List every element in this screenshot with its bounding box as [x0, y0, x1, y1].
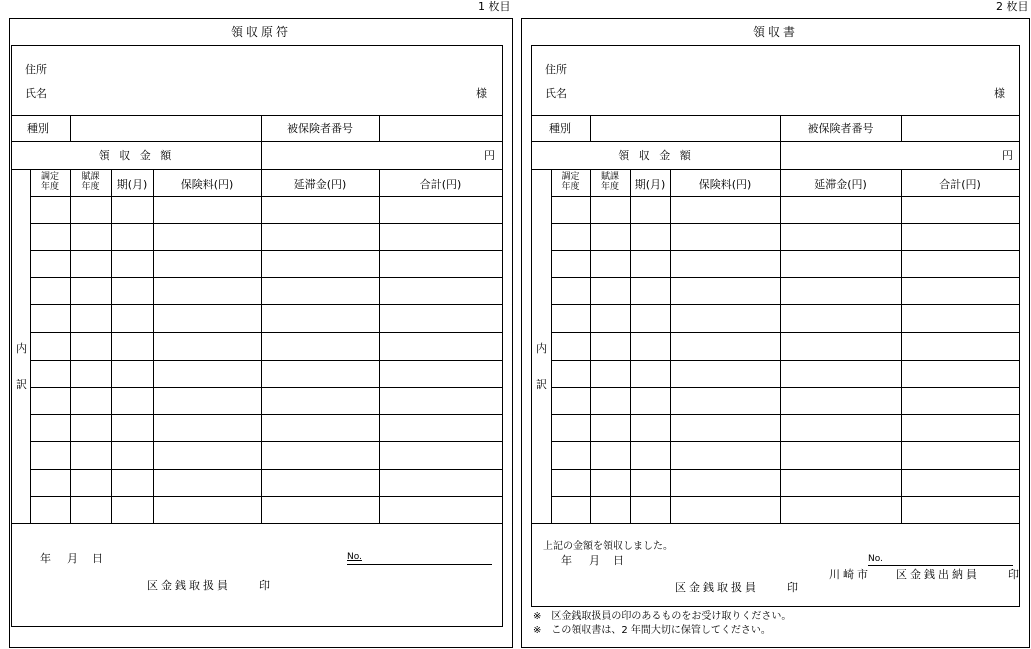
left-divider-1	[12, 115, 502, 116]
table-row-line	[30, 332, 502, 333]
right-city-label: 川崎市	[829, 568, 871, 581]
right-divider-2	[532, 141, 1019, 142]
right-uchiwake-2: 訳	[536, 378, 547, 391]
left-name-label: 氏名	[25, 87, 47, 100]
table-row-line	[30, 360, 502, 361]
left-col-gokei: 合計(円)	[419, 178, 462, 191]
table-row-line	[551, 414, 1019, 415]
table-row-line	[551, 496, 1019, 497]
right-col-ki: 期(月)	[634, 178, 666, 191]
right-form	[521, 18, 1030, 648]
table-row-line	[551, 304, 1019, 305]
left-col-chotei: 調定 年度	[40, 172, 59, 192]
right-yen-label: 円	[1002, 149, 1013, 162]
right-divider-4	[532, 523, 1019, 524]
right-date-nen: 年	[561, 554, 572, 567]
right-note-1: ※ 区金銭取扱員の印のあるものをお受け取りください。	[533, 611, 792, 622]
right-inner-form	[531, 45, 1020, 607]
table-row-line	[30, 304, 502, 305]
table-row-line	[30, 469, 502, 470]
table-row-line	[30, 250, 502, 251]
table-row-line	[30, 496, 502, 497]
left-form	[9, 18, 513, 648]
left-date-hi: 日	[92, 552, 103, 565]
table-row-line	[551, 250, 1019, 251]
right-note-2: ※ この領収書は、2 年間大切に保管してください。	[533, 625, 771, 636]
left-inner-form	[11, 45, 503, 627]
table-row-line	[30, 277, 502, 278]
right-no-line	[868, 565, 1013, 566]
left-col-entai: 延滞金(円)	[293, 178, 347, 191]
right-vline	[590, 115, 591, 141]
left-vline	[379, 115, 380, 141]
left-col-ki: 期(月)	[116, 178, 148, 191]
right-handler-label: 区金銭取扱員 印	[675, 581, 801, 594]
right-col-chotei: 調定 年度	[561, 172, 580, 192]
right-insured-label: 被保険者番号	[807, 122, 874, 135]
table-row-line	[551, 469, 1019, 470]
left-date-tsuki: 月	[67, 552, 78, 565]
left-vline	[70, 115, 71, 141]
left-divider-4	[12, 523, 502, 524]
right-received-text: 上記の金額を領収しました。	[543, 541, 673, 552]
left-no-line	[347, 564, 492, 565]
left-form-title: 領収原符	[230, 25, 291, 39]
table-row-line	[30, 223, 502, 224]
left-insured-label: 被保険者番号	[287, 122, 353, 135]
left-uchiwake-1: 内	[16, 342, 27, 355]
left-yen-label: 円	[484, 149, 495, 162]
right-sama-label: 様	[994, 87, 1005, 100]
right-name-label: 氏名	[545, 87, 567, 100]
right-date-hi: 日	[613, 554, 624, 567]
left-col-hoken: 保険料(円)	[180, 178, 234, 191]
right-divider-3	[532, 169, 1019, 170]
right-col-entai: 延滞金(円)	[814, 178, 867, 191]
right-uchiwake-1: 内	[536, 342, 547, 355]
right-date-tsuki: 月	[589, 554, 600, 567]
left-address-label: 住所	[25, 63, 47, 76]
left-date-nen: 年	[40, 552, 51, 565]
left-uchiwake-2: 訳	[16, 378, 27, 391]
right-vline	[901, 115, 902, 141]
left-col-fuka: 賦課 年度	[81, 172, 100, 192]
right-col-hoken: 保険料(円)	[698, 178, 752, 191]
right-no-label: No.	[868, 554, 883, 564]
table-row-line	[551, 196, 1019, 197]
left-type-label: 種別	[27, 122, 49, 135]
table-row-line	[30, 387, 502, 388]
right-type-label: 種別	[549, 122, 571, 135]
table-row-line	[551, 360, 1019, 361]
right-form-title: 領収書	[752, 25, 798, 39]
right-col-fuka: 賦課 年度	[600, 172, 619, 192]
table-row-line	[551, 441, 1019, 442]
left-handler-label: 区金銭取扱員 印	[147, 579, 273, 592]
left-page-label: 1 枚目	[478, 0, 511, 13]
right-col-gokei: 合計(円)	[939, 178, 981, 191]
left-amount-label: 領 収 金 額	[98, 149, 175, 162]
right-divider-1	[532, 115, 1019, 116]
left-divider-2	[12, 141, 502, 142]
table-row-line	[551, 332, 1019, 333]
left-divider-3	[12, 169, 502, 170]
right-address-label: 住所	[545, 63, 567, 76]
table-row-line	[30, 414, 502, 415]
left-sama-label: 様	[476, 87, 487, 100]
right-cashier-label: 区金銭出納員 印	[896, 568, 1022, 581]
table-row-line	[551, 223, 1019, 224]
right-page-label: 2 枚目	[996, 0, 1029, 13]
table-row-line	[551, 387, 1019, 388]
table-row-line	[30, 441, 502, 442]
left-no-label: No.	[347, 552, 362, 562]
table-row-line	[551, 277, 1019, 278]
table-row-line	[30, 196, 502, 197]
right-amount-label: 領 収 金 額	[618, 149, 694, 162]
